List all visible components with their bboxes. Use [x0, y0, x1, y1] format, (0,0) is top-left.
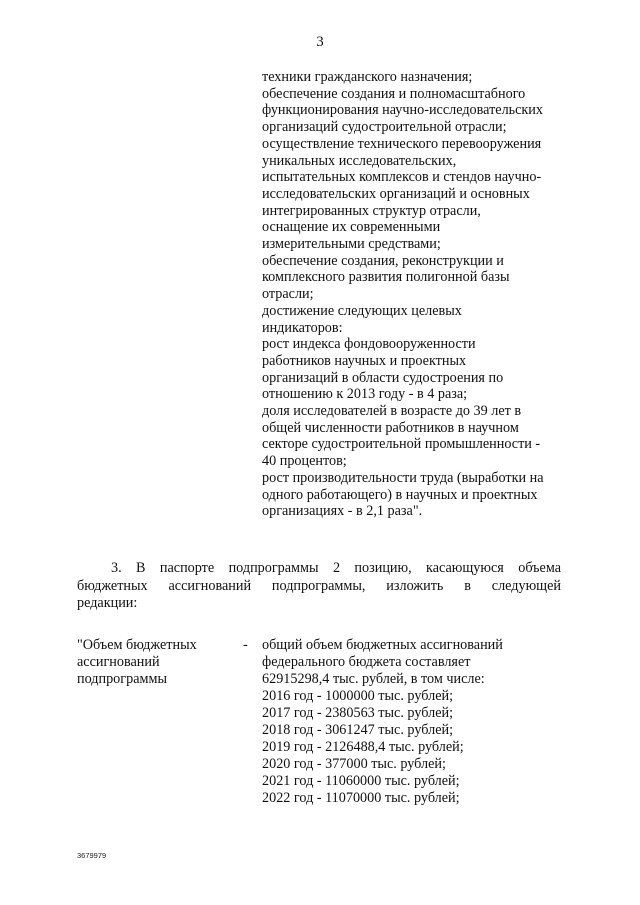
- budget-year-line: 2022 год - 11070000 тыс. рублей;: [262, 790, 460, 806]
- text-line: техники гражданского назначения;: [262, 69, 473, 85]
- text-line: функционирования научно-исследовательских: [262, 102, 543, 119]
- text-line: интегрированных структур отрасли,: [262, 202, 481, 219]
- budget-details: [262, 637, 612, 807]
- text-line: обеспечение создания и полномасштабного: [262, 85, 526, 102]
- paragraph-line: бюджетных ассигнований подпрограммы, изложить в следующей: [77, 577, 561, 594]
- text-line: одного работающего) в научных и проектных: [262, 486, 538, 503]
- text-line: уникальных исследовательских,: [262, 152, 457, 169]
- text-line: испытательных комплексов и стендов научно-: [262, 169, 542, 186]
- text-line: отрасли;: [262, 286, 314, 303]
- text-line: общей численности работников в научном: [262, 419, 519, 436]
- budget-year-line: 2021 год - 11060000 тыс. рублей;: [262, 773, 460, 789]
- text-line: организаций судостроительной отрасли;: [262, 119, 507, 136]
- text-line: доля исследователей в возрасте до 39 лет в: [262, 403, 522, 420]
- page-number: 3: [316, 34, 324, 50]
- text-line: исследовательских организаций и основных: [262, 185, 530, 202]
- text-line: 40 процентов;: [262, 453, 347, 470]
- paragraph-3: [77, 560, 561, 613]
- budget-year-line: 2016 год - 1000000 тыс. рублей;: [262, 688, 454, 704]
- paragraph-line: редакции:: [77, 595, 138, 611]
- label-line: подпрограммы: [77, 671, 167, 687]
- text-line: индикаторов:: [262, 319, 343, 336]
- text-line: обеспечение создания, реконструкции и: [262, 252, 504, 269]
- text-line: достижение следующих целевых: [262, 302, 462, 319]
- text-line: организаций в области судостроения по: [262, 369, 504, 386]
- paragraph-line: 3. В паспорте подпрограммы 2 позицию, касающуюся объема: [111, 560, 561, 576]
- text-line: оснащение их современными: [262, 219, 441, 236]
- document-code: 3679979: [77, 851, 107, 860]
- text-line: измерительными средствами;: [262, 236, 441, 253]
- text-line: комплексного развития полигонной базы: [262, 269, 510, 286]
- budget-line: общий объем бюджетных ассигнований: [262, 637, 503, 653]
- continued-list-block: [262, 69, 612, 520]
- budget-year-line: 2019 год - 2126488,4 тыс. рублей;: [262, 739, 464, 755]
- budget-year-line: 2018 год - 3061247 тыс. рублей;: [262, 722, 454, 738]
- label-dash: -: [243, 637, 248, 653]
- text-line: отношению к 2013 году - в 4 раза;: [262, 386, 468, 403]
- label-line: "Объем бюджетных: [77, 637, 197, 653]
- budget-year-line: 2020 год - 377000 тыс. рублей;: [262, 756, 446, 772]
- text-line: секторе судостроительной промышленности -: [262, 436, 541, 453]
- text-line: организациях - в 2,1 раза".: [262, 503, 423, 520]
- text-line: рост производительности труда (выработки на: [262, 469, 544, 486]
- budget-year-line: 2017 год - 2380563 тыс. рублей;: [262, 705, 454, 721]
- text-line: работников научных и проектных: [262, 352, 467, 369]
- text-line: рост индекса фондовооруженности: [262, 336, 476, 353]
- text-line: осуществление технического перевооружения: [262, 135, 542, 152]
- budget-line: 62915298,4 тыс. рублей, в том числе:: [262, 671, 485, 687]
- budget-line: федерального бюджета составляет: [262, 654, 471, 670]
- label-line: ассигнований: [77, 654, 160, 670]
- budget-label: [77, 637, 237, 688]
